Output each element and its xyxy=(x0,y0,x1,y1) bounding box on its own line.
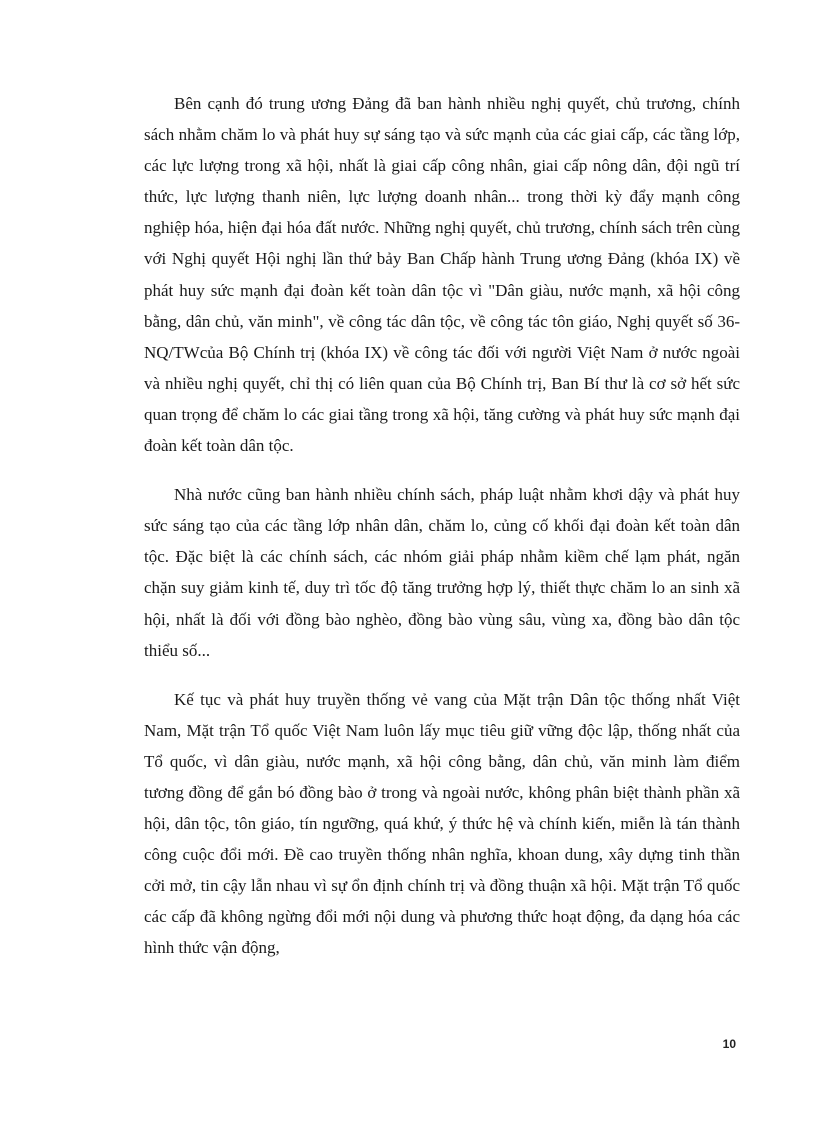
page-number: 10 xyxy=(722,1037,736,1051)
paragraph-1: Bên cạnh đó trung ương Đảng đã ban hành nhiều nghị quyết, chủ trương, chính sách nhằm chăm lo và phát huy sự sáng tạo và sức mạnh của các giai cấp, các tầng lớp, các lực lượng trong xã hội, nhất là giai cấp công nhân, giai cấp nông dân, đội ngũ trí thức, lực lượng thanh niên, lực lượng doanh nhân... trong thời kỳ đẩy mạnh công nghiệp hóa, hiện đại hóa đất nước. Những nghị quyết, chủ trương, chính sách trên cùng với Nghị quyết Hội nghị lần thứ bảy Ban Chấp hành Trung ương Đảng (khóa IX) về phát huy sức mạnh đại đoàn kết toàn dân tộc vì "Dân giàu, nước mạnh, xã hội công bằng, dân chủ, văn minh", về công tác dân tộc, về công tác tôn giáo, Nghị quyết số 36-NQ/TWcủa Bộ Chính trị (khóa IX) về công tác đối với người Việt Nam ở nước ngoài và nhiều nghị quyết, chỉ thị có liên quan của Bộ Chính trị, Ban Bí thư là cơ sở hết sức quan trọng để chăm lo các giai tầng trong xã hội, tăng cường và phát huy sức mạnh đại đoàn kết toàn dân tộc. xyxy=(144,94,740,456)
body-text xyxy=(144,88,740,982)
paragraph-2: Nhà nước cũng ban hành nhiều chính sách, pháp luật nhằm khơi dậy và phát huy sức sáng tạo của các tầng lớp nhân dân, chăm lo, củng cố khối đại đoàn kết toàn dân tộc. Đặc biệt là các chính sách, các nhóm giải pháp nhằm kiềm chế lạm phát, ngăn chặn suy giảm kinh tế, duy trì tốc độ tăng trưởng hợp lý, thiết thực chăm lo an sinh xã hội, nhất là đối với đồng bào nghèo, đồng bào vùng sâu, vùng xa, đồng bào dân tộc thiểu số... xyxy=(144,485,740,660)
paragraph-3: Kế tục và phát huy truyền thống vẻ vang của Mặt trận Dân tộc thống nhất Việt Nam, Mặt trận Tổ quốc Việt Nam luôn lấy mục tiêu giữ vững độc lập, thống nhất của Tổ quốc, vì dân giàu, nước mạnh, xã hội công bằng, dân chủ, văn minh làm điểm tương đồng để gắn bó đồng bào ở trong và ngoài nước, không phân biệt thành phần xã hội, dân tộc, tôn giáo, tín ngưỡng, quá khứ, ý thức hệ và chính kiến, miễn là tán thành công cuộc đổi mới. Đề cao truyền thống nhân nghĩa, khoan dung, xây dựng tinh thần cởi mở, tin cậy lẫn nhau vì sự ổn định chính trị và đồng thuận xã hội. Mặt trận Tổ quốc các cấp đã không ngừng đổi mới nội dung và phương thức hoạt động, đa dạng hóa các hình thức vận động, xyxy=(144,689,740,958)
